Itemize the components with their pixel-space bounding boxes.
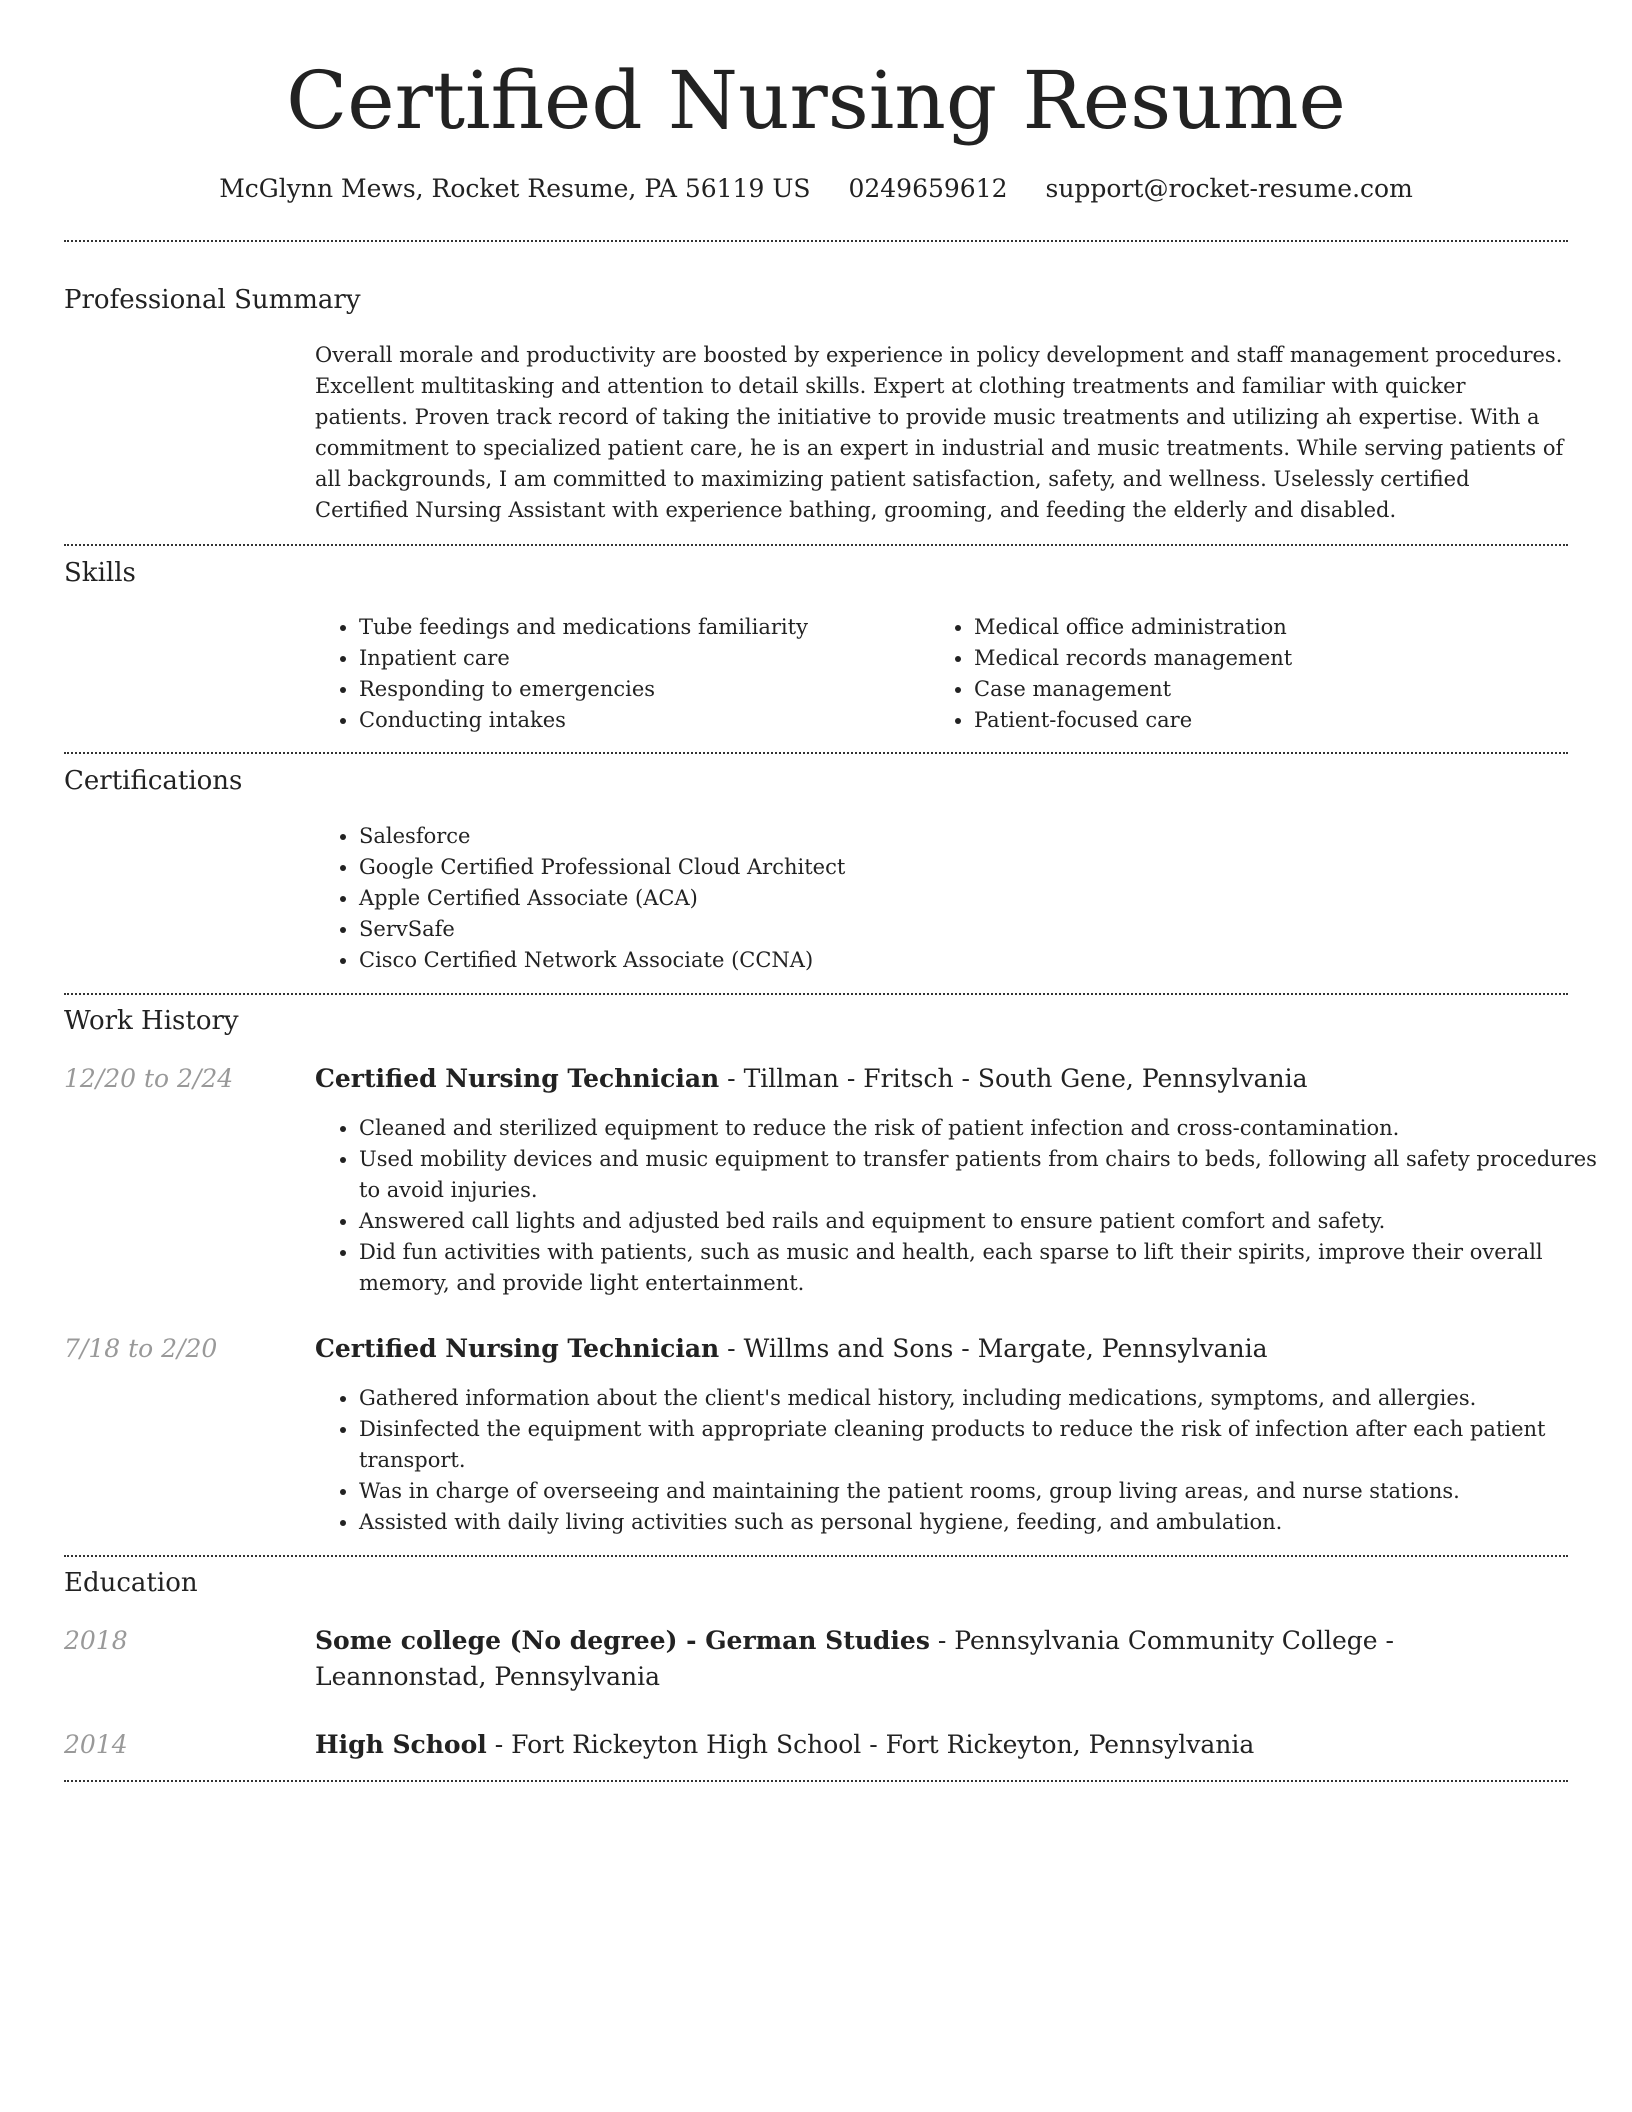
certification-item: • Apple Certified Associate (ACA) <box>359 883 1559 914</box>
education-school: - Pennsylvania Community College - Leannonstad, Pennsylvania <box>315 1626 1394 1691</box>
certification-item: • Cisco Certified Network Associate (CCNA) <box>359 945 1559 976</box>
skills-list-left <box>315 612 899 736</box>
certifications-list <box>315 821 1559 976</box>
job-employer: - Tillman - Fritsch - South Gene, Pennsylvania <box>719 1064 1308 1093</box>
job-bullet: • Was in charge of overseeing and maintaining the patient rooms, group living areas, and nurse stations. <box>359 1476 1609 1507</box>
job-dates: 12/20 to 2/24 <box>64 1064 234 1093</box>
certification-item: • Google Certified Professional Cloud Architect <box>359 852 1559 883</box>
job-title <box>315 1331 1515 1367</box>
job-bullet: • Disinfected the equipment with appropriate cleaning products to reduce the risk of infection after each patient transport. <box>359 1414 1609 1476</box>
job-bullets <box>315 1113 1609 1299</box>
section-divider <box>64 1555 1568 1557</box>
job-bullet: • Assisted with daily living activities such as personal hygiene, feeding, and ambulation. <box>359 1507 1609 1538</box>
job-bullet: • Answered call lights and adjusted bed rails and equipment to ensure patient comfort and safety. <box>359 1206 1609 1237</box>
skill-item: • Medical records management <box>974 643 1574 674</box>
education-title <box>315 1727 1515 1763</box>
summary-text: Overall morale and productivity are boosted by experience in policy development and staff management procedures. Excellent multitasking and attention to detail skills. Expert at clothing treatments and familiar with quicker patients. Proven track record of taking the initiative to provide music treatments and utilizing ah expertise. With a commitment to specialized patient care, he is an expert in industrial and music treatments. While serving patients of all backgrounds, I am committed to maximizing patient satisfaction, safety, and wellness. Uselessly certified Certified Nursing Assistant with experience bathing, grooming, and feeding the elderly and disabled. <box>315 343 1564 522</box>
contact-phone: 0249659612 <box>848 174 1008 203</box>
education-year: 2014 <box>64 1730 128 1759</box>
skill-item: • Medical office administration <box>974 612 1574 643</box>
skill-item: • Responding to emergencies <box>359 674 899 705</box>
resume-title: Certified Nursing Resume <box>286 54 1346 147</box>
skill-item: • Tube feedings and medications familiarity <box>359 612 899 643</box>
skill-item: • Conducting intakes <box>359 705 899 736</box>
job-bullets <box>315 1383 1609 1538</box>
certifications-heading: Certifications <box>64 766 243 796</box>
certification-item: • ServSafe <box>359 914 1559 945</box>
skill-item: • Inpatient care <box>359 643 899 674</box>
summary-heading: Professional Summary <box>64 285 361 315</box>
section-divider <box>64 752 1568 754</box>
job-bullet: • Did fun activities with patients, such as music and health, each sparse to lift their spirits, improve their overall memory, and provide light entertainment. <box>359 1237 1609 1299</box>
skills-list-right <box>930 612 1574 736</box>
job-bullet: • Used mobility devices and music equipment to transfer patients from chairs to beds, following all safety procedures to avoid injuries. <box>359 1144 1609 1206</box>
skill-item: • Patient-focused care <box>974 705 1574 736</box>
job-employer: - Willms and Sons - Margate, Pennsylvania <box>719 1334 1268 1363</box>
job-position: Certified Nursing Technician <box>315 1334 720 1363</box>
section-divider <box>64 993 1568 995</box>
job-bullet: • Gathered information about the client's medical history, including medications, symptoms, and allergies. <box>359 1383 1609 1414</box>
education-school: - Fort Rickeyton High School - Fort Rickeyton, Pennsylvania <box>486 1730 1255 1759</box>
job-bullet: • Cleaned and sterilized equipment to reduce the risk of patient infection and cross-contamination. <box>359 1113 1609 1144</box>
job-position: Certified Nursing Technician <box>315 1064 720 1093</box>
education-title <box>315 1623 1515 1695</box>
education-year: 2018 <box>64 1626 128 1655</box>
contact-email[interactable]: support@rocket-resume.com <box>1045 174 1413 203</box>
skill-item: • Case management <box>974 674 1574 705</box>
education-degree: Some college (No degree) - German Studies <box>315 1626 930 1655</box>
certification-item: • Salesforce <box>359 821 1559 852</box>
education-degree: High School <box>315 1730 487 1759</box>
skills-heading: Skills <box>64 558 136 588</box>
education-heading: Education <box>64 1568 198 1598</box>
section-divider <box>64 1780 1568 1782</box>
work-history-heading: Work History <box>64 1006 239 1036</box>
contact-address: McGlynn Mews, Rocket Resume, PA 56119 US <box>219 174 811 203</box>
contact-line <box>0 169 1632 209</box>
job-dates: 7/18 to 2/20 <box>64 1334 218 1363</box>
job-title <box>315 1061 1515 1097</box>
section-divider <box>64 240 1568 242</box>
section-divider <box>64 544 1568 546</box>
